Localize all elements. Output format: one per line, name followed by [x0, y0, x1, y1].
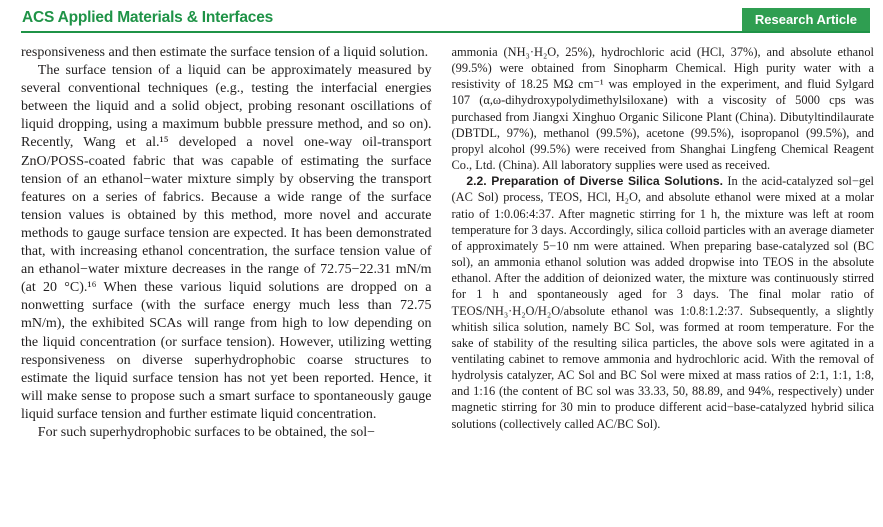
article-type-badge: Research Article — [742, 8, 870, 31]
paragraph-continuation: ammonia (NH₃·H₂O, 25%), hydrochloric acid (HCl, 37%), and absolute ethanol (99.5%) were obtained from Sinopharm Chemical. High purity water with a resistivity of 18.25 MΩ cm⁻¹ was employed in the experiment, and fluid Sylgard 107 (α,ω-dihydroxypolydimethylsiloxane) with a viscosity of 5000 cps was purchased from Jiangxi Xinghuo Organic Silicone Plant (China). Dibutyltindilaurate (DBTDL, 97%), methanol (99.5%), acetone (99.5%), isopropanol (99.5%), and propyl alcohol (99.5%) were received from Shanghai Lingfeng Chemical Reagent Co., Ltd. (China). All laboratory supplies were used as received. — [451, 45, 874, 173]
paragraph-text: In the acid-catalyzed sol−gel (AC Sol) process, TEOS, HCl, H₂O, and absolute ethanol were mixed at a molar ratio of 1:0.06:4:37. After magnetic stirring for 1 h, the mixture was left at room temperature for 3 days. Accordingly, silica colloid particles with an average diameter of approximately 5−10 nm were attained. When preparing base-catalyzed sol (BC sol), an ammonia ethanol solution was added dropwise into TEOS in the absolute ethanol. After the addition of deionized water, the mixture was continuously stirred for 1 h and spontaneously aged for 3 days. The final molar ratio of TEOS/NH₃·H₂O/H₂O/absolute ethanol was 1:0.8:1.2:37. Subsequently, a slightly whitish silica solution, namely BC Sol, was formed at room temperature. For the sake of stability of the resulting silica particles, the above sols were agitated in a ventilating cabinet to remove ammonia and hydrochloric acid. With the removal of hydrolysis catalyzer, AC Sol and BC Sol were mixed at mass ratios of 2:1, 1:1, 1:8, and 1:16 (the content of BC sol was 33.33, 50, 88.89, and 94%, respectively) under magnetic stirring for 30 min to produce different acid−base-catalyzed hybrid silica solutions (collectively called AC/BC Sol). — [451, 174, 874, 431]
paragraph-continuation: responsiveness and then estimate the surface tension of a liquid solution. — [21, 45, 429, 60]
journal-title: ACS Applied Materials & Interfaces — [22, 9, 274, 26]
paragraph — [452, 173, 875, 432]
section-heading: 2.2. Preparation of Diverse Silica Solutions. — [466, 174, 723, 189]
left-column — [21, 44, 432, 442]
paragraph: The surface tension of a liquid can be approximately measured by several conventional techniques (e.g., testing the interfacial energies between the liquid and a solid object, probing resonant oscillations of liquid dropping, using a maximum bubble pressure method, and so on). Recently, Wang et al.¹⁵ developed a novel one-way oil-transport ZnO/POSS-coated fabric that was capable of estimating the surface tension of an ethanol−water mixture simply by observing the transport features on a series of fabrics. Because a wide range of the surface tension values is obtained by this method, more novel and accurate methods to gauge surface tension are expected. It has been demonstrated that, with increasing ethanol concentration, the surface tension value of an ethanol−water mixture decreases in the range of 72.75−22.31 mN/m (at 20 °C).¹⁶ When these various liquid solutions are dropped on a nonwetting surface (with the surface energy much less than 72.75 mN/m), the exhibited SCAs will range from high to low depending on the liquid concentration (or surface tension). However, utilizing wetting responsiveness on diverse superhydrophobic coarse structures to estimate the liquid surface tension has not yet been reported. Hence, it will make sense to propose such a smart surface to spontaneously gauge liquid surface tension and further estimate liquid concentration. — [21, 63, 432, 422]
journal-header — [21, 0, 870, 33]
article-body — [0, 33, 883, 442]
paragraph: For such superhydrophobic surfaces to be obtained, the sol− — [37, 424, 376, 440]
right-column — [452, 44, 875, 442]
header-rule — [21, 31, 870, 34]
